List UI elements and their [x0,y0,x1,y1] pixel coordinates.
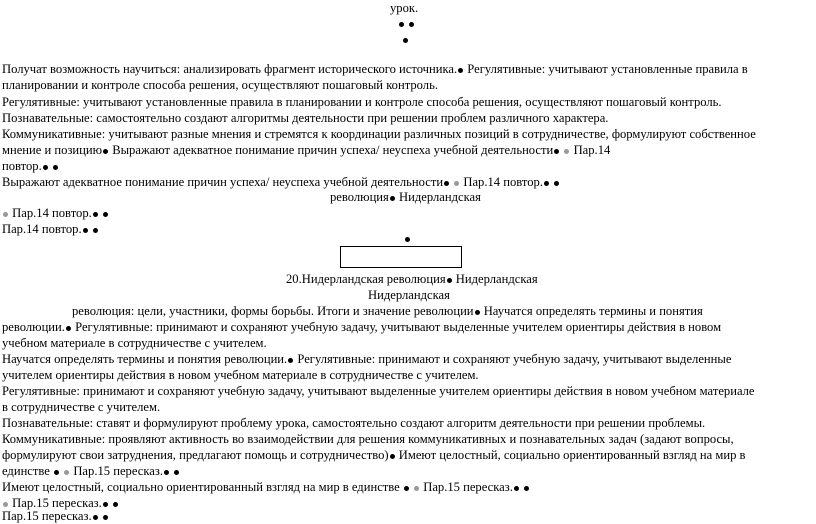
bullet-icon [444,181,449,186]
text-line [2,463,180,479]
text-span: Получат возможность научиться: анализировать фрагмент исторического источника. [2,62,458,76]
text-line: Регулятивные: принимают и сохраняют учебную задачу, учитывают выделенные учителем ориентиры действия в новом учебном материале [2,384,755,398]
bullet-icon [458,68,463,73]
text-span: Нидерландская [452,272,538,286]
bullet-icon [475,310,480,315]
page-title: урок. [390,1,419,15]
text-span: Пар.15 пересказ. [70,464,163,478]
text-line [2,447,746,463]
text-line: Коммуникативные: учитывают разные мнения и стремятся к координации различных позиций в сотрудничестве, формулируют собственное [2,127,756,141]
bullet-icon [564,149,569,154]
text-span: Выражают адекватное понимание причин успеха/ неуспеха учебной деятельности [2,175,444,189]
text-span: Пар.14 повтор. [460,175,543,189]
text-span: революции. [2,320,65,334]
bullet-icon [53,165,58,170]
text-span: Научатся определять термины и понятия [480,304,703,318]
bullet-icon [103,212,108,217]
text-line [72,303,703,319]
text-span: Пар.14 повтор. [9,206,92,220]
text-line: в сотрудничестве с учителем. [2,400,161,414]
text-span: Пар.15 пересказ. [2,509,92,523]
text-line [2,158,59,174]
text-line: Познавательные: самостоятельно создают алгоритмы деятельности при решении проблем различного характера. [2,111,609,125]
bullet-icon [3,502,8,507]
text-line: учителем ориентиры действия в новом учебном материале в сотрудничестве с учителем. [2,368,479,382]
text-span: Научатся определять термины и понятия революции. [2,352,288,366]
bullet-icon [103,515,108,520]
bullet-icon [66,326,71,331]
bullet-row-top [398,15,415,31]
bullet-icon [405,237,410,242]
text-span: Имеют целостный, социально ориентированный взгляд на мир в единстве [2,480,400,494]
text-span: Пар.14 повтор. [2,222,82,236]
text-line: планировании и контроле способа решения, осуществляют пошаговый контроль. [2,78,438,92]
bullet-icon [514,486,519,491]
text-span: 20.Нидерландская революция [286,272,446,286]
text-line: Познавательные: ставят и формулируют проблему урока, самостоятельно создают алгоритм деятельности при решении проблемы. [2,416,706,430]
bullet-icon [103,149,108,154]
text-span: формулируют свои затруднения, предлагают помощь и сотрудничество) [2,448,389,462]
bullet-icon [544,181,549,186]
text-line: Нидерландская [368,288,450,302]
bullet-icon [54,470,59,475]
text-span: революция [330,190,389,204]
bullet-icon [399,22,404,27]
text-span: Нидерландская [395,190,481,204]
bullet-icon [414,486,419,491]
empty-frame [340,246,462,268]
bullet-icon [524,486,529,491]
text-span: Пар.14 [570,143,611,157]
text-span: Пар.15 пересказ. [420,480,513,494]
bullet-icon [174,470,179,475]
text-span: Выражают адекватное понимание причин успеха/ неуспеха учебной деятельности [109,143,554,157]
text-line [2,142,610,158]
bullet-icon [93,228,98,233]
bullet-icon [390,454,395,459]
text-line [2,174,560,190]
text-span: повтор. [2,159,42,173]
bullet-row-top-2 [402,31,409,47]
text-span: Регулятивные: принимают и сохраняют учебную задачу, учитывают выделенные учителем ориентиры действия в новом [71,320,722,334]
bullet-icon [103,502,108,507]
text-line [2,508,109,524]
text-span: единстве [2,464,50,478]
text-span: Регулятивные: принимают и сохраняют учебную задачу, учитывают выделенные [294,352,732,366]
bullet-icon [288,358,293,363]
text-line [2,479,530,495]
bullet-icon [409,22,414,27]
bullet-icon [83,228,88,233]
text-line: Коммуникативные: проявляют активность во взаимодействии для решения коммуникативных и познавательных задач (задают вопросы, [2,432,734,446]
bullet-icon [390,196,395,201]
text-line: учебном материале в сотрудничестве с учителем. [2,336,267,350]
bullet-icon [403,38,408,43]
bullet-icon [404,486,409,491]
text-span: Имеют целостный, социально ориентированный взгляд на мир в [395,448,746,462]
text-span: мнение и позицию [2,143,103,157]
bullet-icon [554,149,559,154]
text-line [2,61,748,77]
text-span: революция: цели, участники, формы борьбы. Итоги и значение революции [72,304,474,318]
bullet-icon [3,212,8,217]
bullet-icon [93,212,98,217]
bullet-row-mid [404,230,411,246]
bullet-icon [113,502,118,507]
text-line: Регулятивные: учитывают установленные правила в планировании и контроле способа решения, осуществляют пошаговый контроль. [2,95,722,109]
bullet-icon [447,278,452,283]
text-line [2,351,731,367]
bullet-icon [454,181,459,186]
bullet-icon [164,470,169,475]
text-line [2,319,721,335]
text-line [2,205,109,221]
section-heading [286,271,538,287]
bullet-icon [554,181,559,186]
text-line [2,221,99,237]
bullet-icon [64,470,69,475]
text-span: Пар.15 пересказ. [9,496,102,510]
text-span: Регулятивные: учитывают установленные правила в [464,62,748,76]
bullet-icon [43,165,48,170]
text-line [330,189,481,205]
bullet-icon [93,515,98,520]
